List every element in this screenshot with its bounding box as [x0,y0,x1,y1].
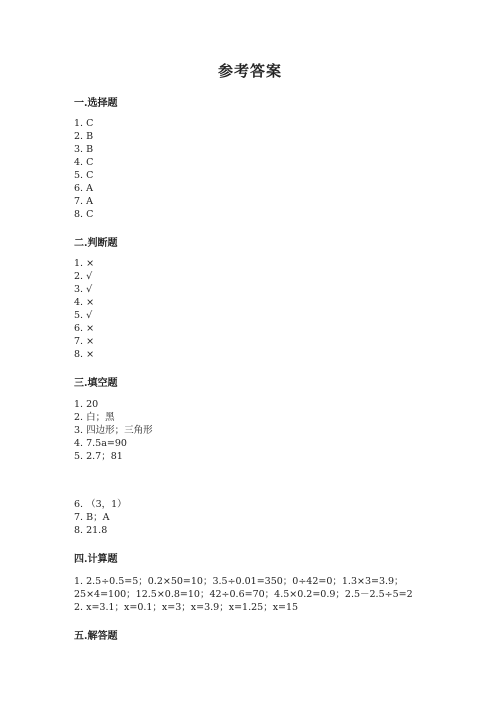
answer-item: 6. × [74,323,95,334]
answer-item: 5. C [74,170,94,181]
calculation-line: 25×4=100；12.5×0.8=10；42÷0.6=70；4.5×0.2=0.9；2.5－2.5÷5=2 [74,589,413,600]
answer-item: 4. C [74,157,94,168]
page-title: 参考答案 [217,62,282,80]
answer-item: 3. B [74,144,94,155]
calculation-line: 1. 2.5÷0.5=5；0.2×50=10；3.5÷0.01=350；0÷42=0；1.3×3=3.9； [74,576,404,587]
answer-item: 3. 四边形；三角形 [74,425,153,436]
section-heading-calculation: 四.计算题 [74,554,118,565]
answer-item: 4. 7.5a=90 [74,438,127,449]
answer-item: 1. 20 [74,399,99,410]
section-heading-fill-in: 三.填空题 [74,378,118,389]
answer-item: 8. × [74,349,95,360]
answer-item: 1. C [74,118,94,129]
section-heading-judgement: 二.判断题 [74,238,118,249]
answer-item: 2. 白；黑 [74,412,115,423]
answer-item: 7. B；A [74,512,110,523]
answer-item: 4. × [74,297,95,308]
section-heading-choice: 一.选择题 [74,98,118,109]
answer-item: 8. 21.8 [74,525,108,536]
answer-item: 2. B [74,131,94,142]
answer-item: 1. × [74,258,95,269]
section-heading-solutions: 五.解答题 [74,631,118,642]
answer-item: 7. × [74,336,95,347]
calculation-line: 2. x=3.1；x=0.1；x=3；x=3.9；x=1.25；x=15 [74,602,299,613]
answer-item: 5. 2.7；81 [74,451,123,462]
answer-item: 3. √ [74,284,93,295]
answer-item: 5. √ [74,310,93,321]
answer-item: 8. C [74,209,94,220]
answer-item: 6. （3，1） [74,499,127,510]
answer-item: 7. A [74,196,93,207]
answer-item: 6. A [74,183,93,194]
answer-item: 2. √ [74,271,93,282]
